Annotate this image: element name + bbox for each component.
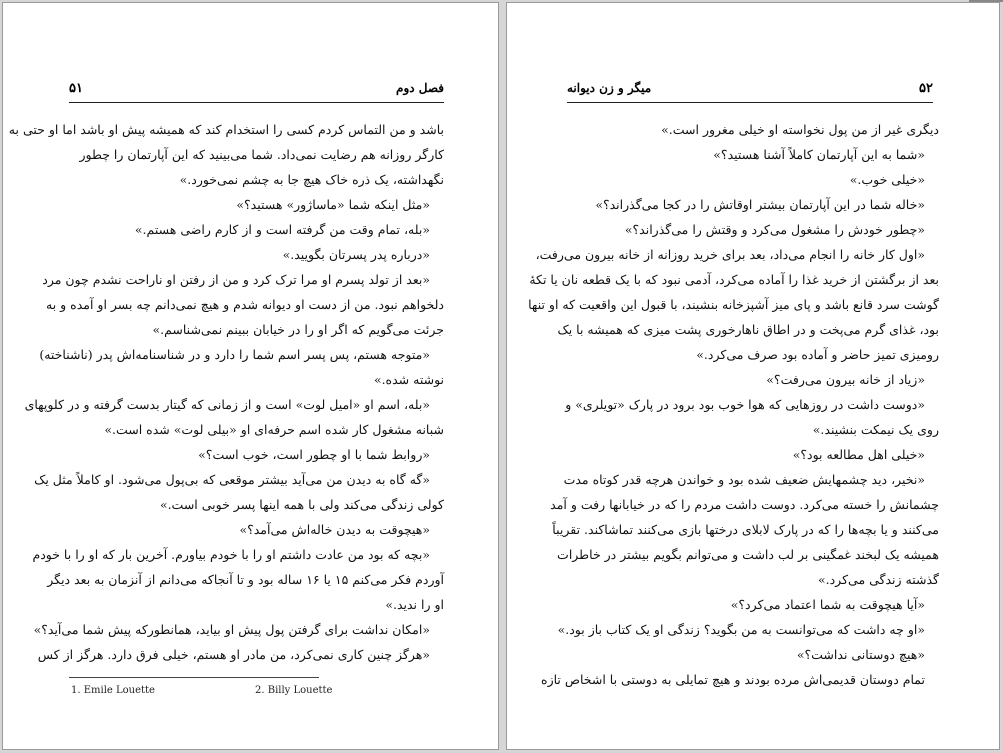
text-line: بعد از برگشتن از خرید غذا را آماده می‌کرد، آدمی نبود که با یک قطعه نان یا تکهٔ: [529, 272, 939, 287]
text-line: رومیزی تمیز حاضر و آماده بود صرف می‌کرد.»: [696, 347, 939, 362]
text-line: «دوست داشت در روزهایی که هوا خوب بود برود در پارک «تویلری» و: [565, 397, 925, 412]
text-line: «بله، تمام وقت من گرفته است و از کارم راضی هستم.»: [134, 222, 430, 237]
text-line: «نخیر، دید چشمهایش ضعیف شده بود و خواندن هرچه قدر کوتاه مدت: [563, 472, 925, 487]
page-number: ۵۲: [919, 81, 933, 96]
text-line: او را ندید.»: [385, 597, 444, 612]
book-title: میگر و زن دیوانه: [567, 81, 652, 95]
text-line: چشمانش را خسته می‌کرد. دوست داشت مردم را که در خیابانها رفت و آمد: [550, 497, 939, 512]
text-line: «او چه داشت که می‌توانست به من بگوید؟ زندگی او یک کتاب باز بود.»: [557, 622, 925, 637]
right-page: [506, 2, 1000, 750]
text-line: «امکان نداشت برای گرفتن پول پیش او بیاید، همانطورکه پیش شما می‌آید؟»: [33, 622, 430, 637]
text-line: «درباره پدر پسرتان بگویید.»: [282, 247, 430, 262]
text-line: «چطور خودش را مشغول می‌کرد و وقتش را می‌گذراند؟»: [624, 222, 925, 237]
text-line: «هیچ دوستانی نداشت؟»: [796, 647, 925, 662]
right-page-body: [528, 117, 939, 692]
text-line: نوشته شده.»: [373, 372, 444, 387]
text-line: گوشت سرد قانع باشد و پای میز آشپزخانه بنشیند، با قبول این واقعیت که او تنها: [528, 297, 939, 312]
left-page-header: [69, 81, 444, 101]
left-page-body: [8, 117, 444, 667]
text-line: «بچه که بود من عادت داشتم او را با خودم بیاورم. آخرین بار که او را با خودم: [32, 547, 430, 562]
text-line: «متوجه هستم، پس پسر اسم شما را دارد و در شناسنامه‌اش پدر (ناشناخته): [39, 347, 430, 362]
text-line: «بله، اسم او «امیل لوت» است و از زمانی که گیتار بدست گرفته و در کلوپهای: [24, 397, 430, 412]
text-line: گذشته زندگی می‌کرد.»: [817, 572, 939, 587]
text-line: «خاله شما در این آپارتمان بیشتر اوقاتش را در کجا می‌گذراند؟»: [595, 197, 925, 212]
text-line: «مثل اینکه شما «ماساژور» هستید؟»: [236, 197, 430, 212]
text-line: «هیچوقت به دیدن خاله‌اش می‌آمد؟»: [239, 522, 430, 537]
text-line: دیگری غیر از من پول نخواسته او خیلی مغرور است.»: [661, 122, 939, 137]
chapter-title: فصل دوم: [396, 81, 444, 95]
header-rule: [567, 102, 933, 103]
text-line: «اول کار خانه را انجام می‌داد، بعد برای خرید روزانه از خانه بیرون می‌رفت،: [535, 247, 925, 262]
text-line: کارگر روزانه هم رضایت نمی‌داد. شما می‌بینید که این آپارتمان را چطور: [79, 147, 444, 162]
text-line: «روابط شما با او چطور است، خوب است؟»: [198, 447, 430, 462]
text-line: می‌کنند و یا بچه‌ها را که در پارک لابلای درختها بازی می‌کنند تماشاکند. تقریباً: [552, 522, 939, 537]
text-line: «خیلی خوب.»: [849, 172, 925, 187]
left-page: [2, 2, 499, 750]
text-line: شبانه مشغول کار شده اسم حرفه‌ای او «بیلی لوت» شده است.»: [104, 422, 444, 437]
text-line: کولی زندگی می‌کند ولی با همه اینها پسر خوبی است.»: [159, 497, 444, 512]
text-line: دلخواهم نبود. من از دست او دیوانه شدم و هیچ نمی‌دانم چه بسر او آمده و به: [46, 297, 444, 312]
text-line: «آیا هیچوقت به شما اعتماد می‌کرد؟»: [730, 597, 925, 612]
header-rule: [69, 102, 444, 103]
text-line: «هرگز چنین کاری نمی‌کرد، من مادر او هستم، خیلی فرق دارد. هرگز از کس: [37, 647, 430, 662]
footnote-1: 1. Emile Louette: [71, 685, 155, 696]
text-line: نگهداشته، یک ذره خاک هیچ جا به چشم نمی‌خورد.»: [179, 172, 444, 187]
text-line: «زیاد از خانه بیرون می‌رفت؟»: [766, 372, 925, 387]
footnote-2: 2. Billy Louette: [255, 685, 333, 696]
right-page-header: [567, 81, 933, 101]
text-line: تمام دوستان قدیمی‌اش مرده بودند و هیچ تمایلی به دوستی با اشخاص تازه: [541, 672, 925, 687]
text-line: آوردم فکر می‌کنم ۱۵ یا ۱۶ ساله بود و تا آنجاکه می‌دانم از آنزمان به بعد دیگر: [47, 572, 444, 587]
text-line: «گه گاه به دیدن من می‌آید بیشتر موقعی که بی‌پول می‌شود. او کاملاً مثل یک: [34, 472, 430, 487]
text-line: همیشه یک لبخند غمگینی بر لب داشت و می‌توانم بگویم بیشتر در خاطرات: [557, 547, 939, 562]
text-line: روی یک نیمکت بنشیند.»: [812, 422, 939, 437]
text-line: بود، غذای گرم می‌پخت و در اطاق ناهارخوری پشت میزی که همیشه با یک: [557, 322, 939, 337]
text-line: باشد و من التماس کردم کسی را استخدام کند که همیشه پیش او باشد اما او حتی به: [8, 122, 444, 137]
text-line: «خیلی اهل مطالعه بود؟»: [792, 447, 925, 462]
text-line: جرئت می‌گویم که اگر او را در خیابان ببینم نمی‌شناسم.»: [152, 322, 444, 337]
footnote-rule: [69, 677, 319, 678]
text-line: «شما به این آپارتمان کاملاً آشنا هستید؟»: [713, 147, 925, 162]
page-number: ۵۱: [69, 81, 83, 96]
text-line: «بعد از تولد پسرم او مرا ترک کرد و من از رفتن او ناراحت نشدم چون مرد: [42, 272, 430, 287]
